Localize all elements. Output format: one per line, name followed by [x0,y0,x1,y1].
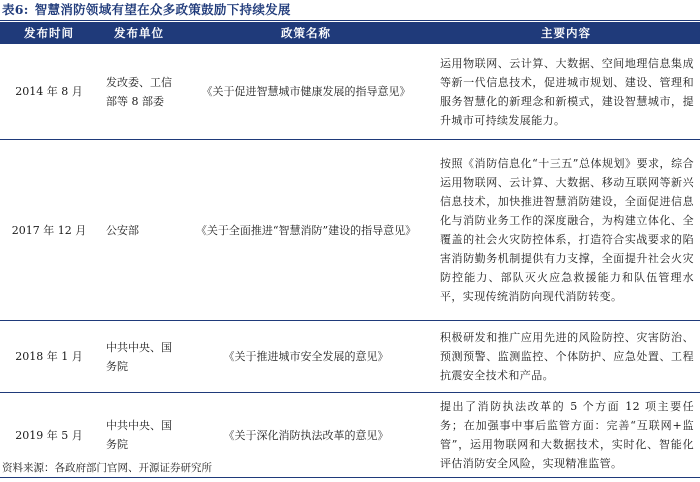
cell-policy: 《关于推进城市安全发展的意见》 [180,321,432,393]
table-title-text: 智慧消防领域有望在众多政策鼓励下持续发展 [34,2,291,17]
cell-date: 2014 年 8 月 [0,44,98,140]
cell-content: 运用物联网、云计算、大数据、空间地理信息集成等新一代信息技术，促进城市规划、建设、管理和服务智慧化的新理念和新模式，建设智慧城市，提升城市可持续发展能力。 [432,44,700,140]
table-row [0,44,700,140]
table-title [2,2,291,18]
cell-policy: 《关于深化消防执法改革的意见》 [180,393,432,478]
cell-unit: 中共中央、国务院 [98,321,180,393]
table-number: 表6: [2,2,29,17]
header-date: 发布时间 [0,22,98,44]
table-row [0,321,700,393]
header-content: 主要内容 [432,22,700,44]
cell-unit: 中共中央、国务院 [98,393,180,478]
cell-content: 提出了消防执法改革的 5 个方面 12 项主要任务；在加强事中事后监管方面：完善“互联网+监管”，运用物联网和大数据技术，实时化、智能化评估消防安全风险，实现精准监管。 [432,393,700,478]
header-policy: 政策名称 [180,22,432,44]
header-unit: 发布单位 [98,22,180,44]
policy-table [0,22,700,478]
source-note: 资料来源：各政府部门官网、开源证券研究所 [2,462,212,474]
table-row [0,140,700,321]
cell-unit: 发改委、工信部等 8 部委 [98,44,180,140]
cell-content: 积极研发和推广应用先进的风险防控、灾害防治、预测预警、监测监控、个体防护、应急处置、工程抗震安全技术和产品。 [432,321,700,393]
cell-date: 2019 年 5 月 [0,393,98,478]
cell-date: 2017 年 12 月 [0,140,98,321]
cell-policy: 《关于促进智慧城市健康发展的指导意见》 [180,44,432,140]
cell-date: 2018 年 1 月 [0,321,98,393]
cell-content: 按照《消防信息化“十三五”总体规划》要求，综合运用物联网、云计算、大数据、移动互联网等新兴信息技术，加快推进智慧消防建设，全面促进信息化与消防业务工作的深度融合，为构建立体化、全覆盖的社会火灾防控体系，打造符合实战要求的陷害消防勤务机制提供有力支撑，全面提升社会火灾防控能力、部队灭火应急救援能力和队伍管理水平，实现传统消防向现代消防转变。 [432,140,700,321]
title-divider [0,20,700,21]
table-header-row [0,22,700,44]
cell-policy: 《关于全面推进“智慧消防”建设的指导意见》 [180,140,432,321]
cell-unit: 公安部 [98,140,180,321]
